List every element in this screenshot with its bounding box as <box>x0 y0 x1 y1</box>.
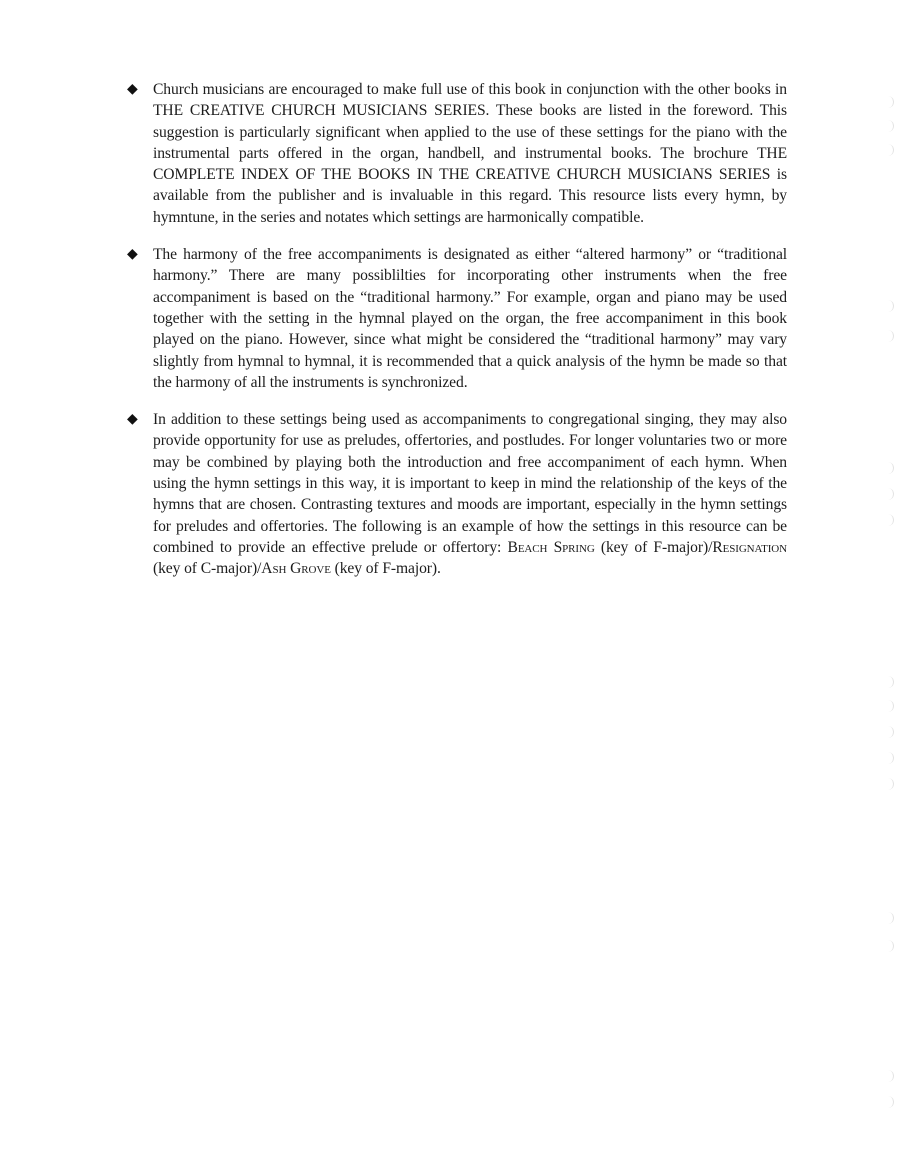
hymn-tune-name: Beach Spring <box>507 538 595 556</box>
paragraph-harmony: The harmony of the free accompaniments is designated as either “altered harmony” or “traditional harmony.” There are many possiblilties for incorporating other instruments when the free accompaniment is based on the “traditional harmony.” For example, organ and piano may be used together with the setting in the hymnal played on the organ, the free accompaniment in this book played on the piano. However, since what might be considered the “traditional harmony” may vary slightly from hymnal to hymnal, it is recommended that a quick analysis of the hymn be made so that the harmony of all the instruments is synchronized. <box>153 246 787 391</box>
bleed-mark <box>887 676 894 688</box>
hymn-tune-name: Ash Grove <box>261 560 331 578</box>
diamond-bullet-icon: ◆ <box>127 247 138 263</box>
bleed-mark <box>887 1096 894 1108</box>
bleed-mark <box>887 300 894 312</box>
bleed-mark <box>887 330 894 342</box>
diamond-bullet-icon: ◆ <box>127 412 138 428</box>
diamond-bullet-icon: ◆ <box>127 82 138 97</box>
paragraph-text: In addition to these settings being used as accompaniments to congregational singing, they may also provide opportunity for use as preludes, offertories, and postludes. For longer voluntaries two or more may be combined by playing both the introduction and free accompaniment of each hymn. When using the hymn settings in this way, it is important to keep in mind the relationship of the keys of the hymns that are chosen. Contrasting textures and moods are important, especially in the hymn settings for preludes and offertories. The following is an example of how the settings in this resource can be combined to provide an effective prelude or offertory: <box>153 411 787 556</box>
paragraph-voluntaries <box>153 409 787 579</box>
bleed-mark <box>887 462 894 474</box>
bleed-mark <box>887 488 894 500</box>
bleed-mark <box>887 752 894 764</box>
bullet-item-harmony <box>127 244 787 393</box>
bleed-mark <box>887 700 894 712</box>
bullet-list <box>127 79 787 596</box>
bleed-mark <box>887 1070 894 1082</box>
hymn-tune-name: Resignation <box>712 538 787 556</box>
bleed-mark <box>887 120 894 132</box>
bleed-mark <box>887 726 894 738</box>
bleed-mark <box>887 912 894 924</box>
key-text: (key of F-major). <box>330 560 441 578</box>
key-text: (key of C-major)/ <box>153 560 262 578</box>
bullet-item-voluntaries <box>127 409 787 579</box>
bleed-mark <box>887 144 894 156</box>
bullet-item-series-books <box>127 79 787 228</box>
paragraph-series-books: Church musicians are encouraged to make full use of this book in conjunction with the other books in THE CREATIVE CHURCH MUSICIANS SERIES. These books are listed in the foreword. This suggestion is particularly significant when applied to the use of these settings for the piano with the instrumental parts offered in the organ, handbell, and instrumental books. The brochure THE COMPLETE INDEX OF THE BOOKS IN THE CREATIVE CHURCH MUSICIANS SERIES is available from the publisher and is invaluable in this regard. This resource lists every hymn, by hymntune, in the series and notates which settings are harmonically compatible. <box>153 81 787 226</box>
bleed-mark <box>887 778 894 790</box>
bleed-mark <box>887 940 894 952</box>
bleed-mark <box>887 96 894 108</box>
bleed-mark <box>887 514 894 526</box>
key-text: (key of F-major)/ <box>594 538 713 556</box>
